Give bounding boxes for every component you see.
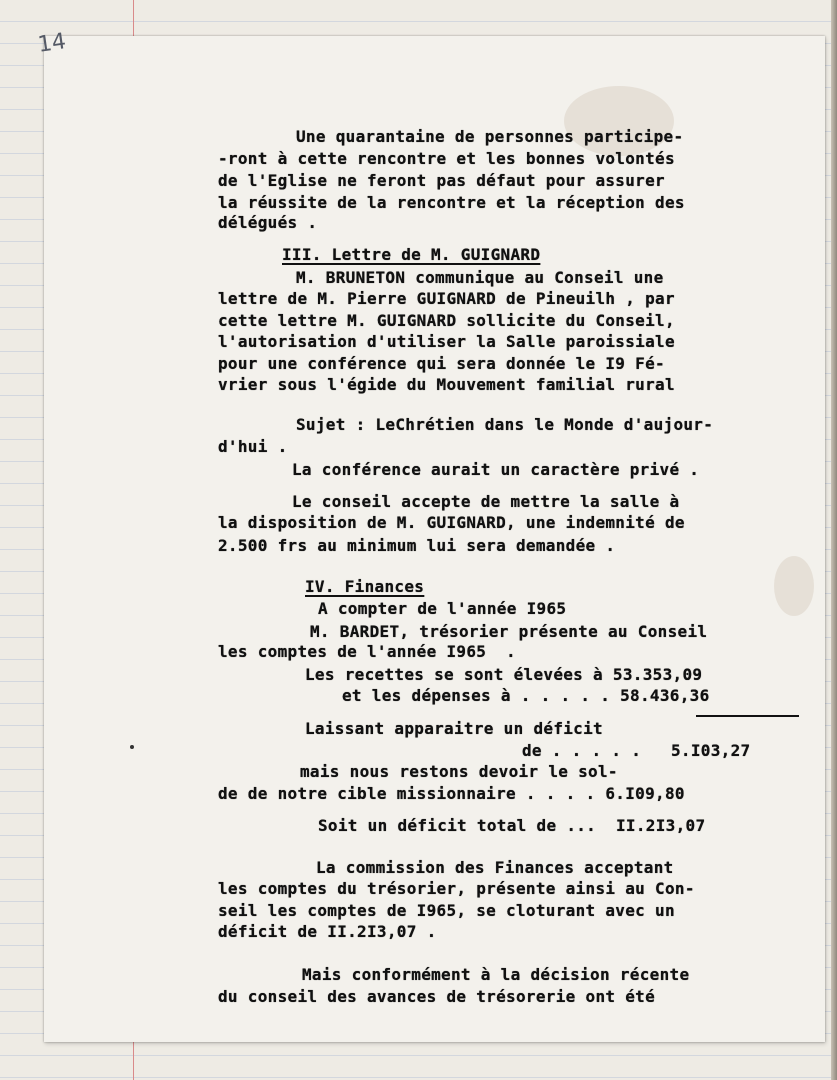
text-line: mais nous restons devoir le sol- [300, 762, 618, 781]
ink-dot [130, 745, 134, 749]
text-line: de l'Eglise ne feront pas défaut pour assurer [218, 171, 665, 190]
text-line: de de notre cible missionnaire . . . . 6.I09,80 [218, 784, 685, 803]
text-line: la réussite de la rencontre et la réception des [218, 193, 685, 212]
text-line: les comptes de l'année I965 . [218, 642, 516, 661]
handwritten-page-number: 14 [36, 29, 68, 58]
text-line: Sujet : LeChrétien dans le Monde d'aujour- [296, 415, 714, 434]
text-line: de . . . . . 5.I03,27 [522, 741, 751, 760]
text-line: Une quarantaine de personnes participe- [296, 127, 684, 146]
text-line: pour une conférence qui sera donnée le I9 Fé- [218, 354, 665, 373]
text-line: Les recettes se sont élevées à 53.353,09 [305, 665, 703, 684]
text-line: 2.500 frs au minimum lui sera demandée . [218, 536, 616, 555]
text-line: A compter de l'année I965 [318, 599, 567, 618]
text-line: La commission des Finances acceptant [316, 858, 674, 877]
text-line: cette lettre M. GUIGNARD sollicite du Conseil, [218, 311, 675, 330]
section-heading-iii: III. Lettre de M. GUIGNARD [282, 245, 541, 264]
text-line: l'autorisation d'utiliser la Salle paroissiale [218, 332, 675, 351]
text-line: lettre de M. Pierre GUIGNARD de Pineuilh , par [218, 289, 675, 308]
text-line: la disposition de M. GUIGNARD, une indemnité de [218, 513, 685, 532]
text-line: du conseil des avances de trésorerie ont été [218, 987, 656, 1006]
text-line: M. BRUNETON communique au Conseil une [296, 268, 664, 287]
text-line: La conférence aurait un caractère privé . [292, 460, 700, 479]
text-line: d'hui . [218, 437, 288, 456]
text-line: Soit un déficit total de ... II.2I3,07 [318, 816, 706, 835]
text-line: délégués . [218, 213, 318, 232]
section-heading-iv: IV. Finances [305, 577, 425, 596]
text-line: Mais conformément à la décision récente [302, 965, 690, 984]
text-line: -ront à cette rencontre et les bonnes volontés [218, 149, 675, 168]
sum-underline [696, 715, 799, 717]
notebook-spine [831, 0, 837, 1080]
text-line: et les dépenses à . . . . . 58.436,36 [342, 686, 710, 705]
text-line: M. BARDET, trésorier présente au Conseil [310, 622, 708, 641]
paper-stain [774, 556, 814, 616]
text-line: seil les comptes de I965, se cloturant avec un [218, 901, 675, 920]
text-line: déficit de II.2I3,07 . [218, 922, 437, 941]
text-line: Laissant apparaitre un déficit [305, 719, 603, 738]
text-line: vrier sous l'égide du Mouvement familial rural [218, 375, 675, 394]
text-line: les comptes du trésorier, présente ainsi au Con- [218, 879, 695, 898]
text-line: Le conseil accepte de mettre la salle à [292, 492, 680, 511]
